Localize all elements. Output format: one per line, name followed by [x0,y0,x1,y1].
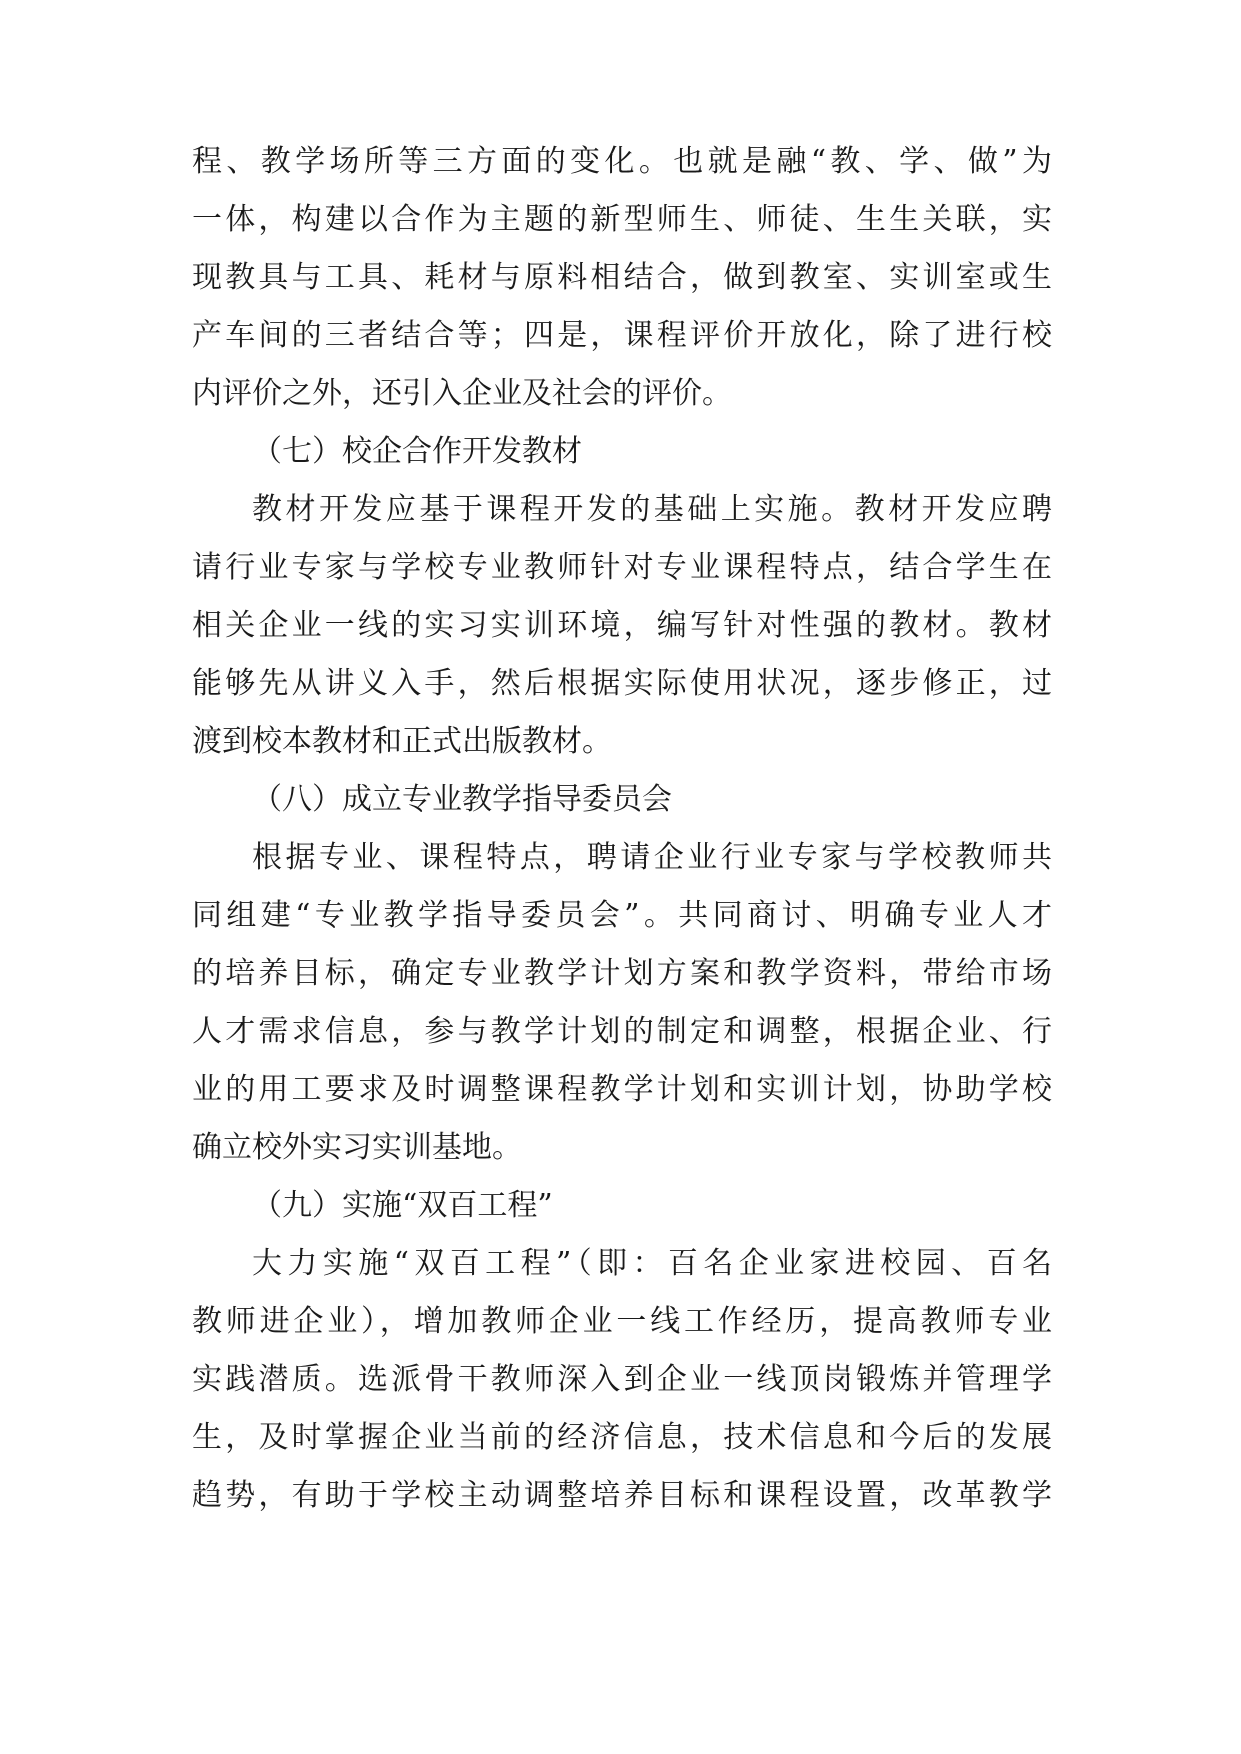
paragraph-line: 教材开发应基于课程开发的基础上实施。教材开发应聘 [252,492,1052,527]
paragraph-line: 教师进企业），增加教师企业一线工作经历，提高教师专业 [192,1304,1052,1339]
paragraph-line: 内评价之外，还引入企业及社会的评价。 [192,376,732,411]
section-heading: （八）成立专业教学指导委员会 [252,782,672,817]
paragraph-line: 相关企业一线的实习实训环境，编写针对性强的教材。教材 [192,608,1052,643]
paragraph-line: 产车间的三者结合等；四是，课程评价开放化，除了进行校 [192,318,1052,353]
paragraph-line: 能够先从讲义入手，然后根据实际使用状况，逐步修正，过 [192,666,1052,701]
paragraph-line: 程、教学场所等三方面的变化。也就是融“教、学、做”为 [192,144,1052,179]
paragraph-line: 实践潜质。选派骨干教师深入到企业一线顶岗锻炼并管理学 [192,1362,1052,1397]
paragraph-line: 现教具与工具、耗材与原料相结合，做到教室、实训室或生 [192,260,1052,295]
section-heading: （七）校企合作开发教材 [252,434,582,469]
paragraph-line: 趋势，有助于学校主动调整培养目标和课程设置，改革教学 [192,1478,1052,1513]
paragraph-line: 人才需求信息，参与教学计划的制定和调整，根据企业、行 [192,1014,1052,1049]
paragraph-line: 大力实施“双百工程”（即：百名企业家进校园、百名 [252,1246,1052,1281]
paragraph-line: 一体，构建以合作为主题的新型师生、师徒、生生关联，实 [192,202,1052,237]
paragraph-line: 的培养目标，确定专业教学计划方案和教学资料，带给市场 [192,956,1052,991]
section-heading: （九）实施“双百工程” [252,1188,553,1223]
paragraph-line: 业的用工要求及时调整课程教学计划和实训计划，协助学校 [192,1072,1052,1107]
paragraph-line: 确立校外实习实训基地。 [192,1130,522,1165]
paragraph-line: 生，及时掌握企业当前的经济信息，技术信息和今后的发展 [192,1420,1052,1455]
paragraph-line: 同组建“专业教学指导委员会”。共同商讨、明确专业人才 [192,898,1052,933]
paragraph-line: 渡到校本教材和正式出版教材。 [192,724,612,759]
paragraph-line: 根据专业、课程特点，聘请企业行业专家与学校教师共 [252,840,1052,875]
paragraph-line: 请行业专家与学校专业教师针对专业课程特点，结合学生在 [192,550,1052,585]
